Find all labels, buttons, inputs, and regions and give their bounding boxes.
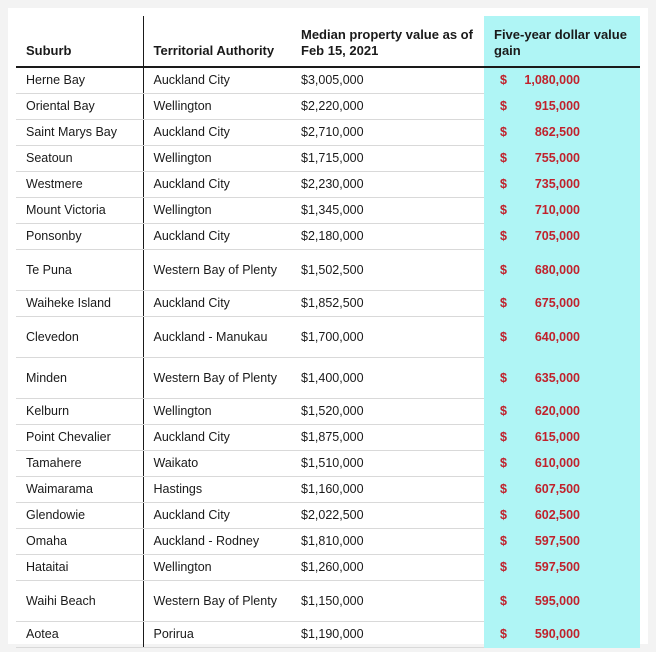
cell-suburb: Glendowie bbox=[16, 503, 143, 529]
cell-five-year-gain bbox=[484, 94, 640, 120]
gain-amount: 595,000 bbox=[534, 593, 580, 608]
gain-value bbox=[494, 203, 580, 218]
cell-suburb: Aotea bbox=[16, 622, 143, 648]
gain-value bbox=[494, 73, 580, 88]
gain-value bbox=[494, 330, 580, 345]
table-row bbox=[16, 120, 640, 146]
cell-five-year-gain bbox=[484, 555, 640, 581]
header-median-value[interactable]: Median property value as of Feb 15, 2021 bbox=[291, 16, 484, 67]
gain-amount: 597,500 bbox=[534, 560, 580, 574]
cell-median-value: $1,160,000 bbox=[291, 477, 484, 503]
cell-five-year-gain bbox=[484, 291, 640, 317]
cell-five-year-gain bbox=[484, 172, 640, 198]
gain-amount: 735,000 bbox=[534, 177, 580, 191]
table-row bbox=[16, 224, 640, 250]
table-row bbox=[16, 581, 640, 622]
gain-value bbox=[494, 229, 580, 244]
cell-territorial-authority: Wellington bbox=[143, 94, 291, 120]
currency-symbol: $ bbox=[500, 508, 507, 522]
table-row bbox=[16, 529, 640, 555]
table-row bbox=[16, 146, 640, 172]
header-suburb[interactable]: Suburb bbox=[16, 16, 143, 67]
cell-suburb: Tamahere bbox=[16, 451, 143, 477]
cell-suburb: Herne Bay bbox=[16, 67, 143, 94]
gain-amount: 705,000 bbox=[534, 229, 580, 243]
cell-median-value: $1,715,000 bbox=[291, 146, 484, 172]
cell-median-value: $1,260,000 bbox=[291, 555, 484, 581]
cell-median-value: $1,700,000 bbox=[291, 317, 484, 358]
currency-symbol: $ bbox=[500, 151, 507, 165]
gain-amount: 615,000 bbox=[534, 430, 580, 444]
cell-median-value: $1,810,000 bbox=[291, 529, 484, 555]
cell-median-value: $3,005,000 bbox=[291, 67, 484, 94]
cell-territorial-authority: Auckland City bbox=[143, 224, 291, 250]
currency-symbol: $ bbox=[500, 329, 507, 344]
cell-five-year-gain bbox=[484, 503, 640, 529]
cell-territorial-authority: Waikato bbox=[143, 451, 291, 477]
cell-territorial-authority: Wellington bbox=[143, 146, 291, 172]
cell-suburb: Oriental Bay bbox=[16, 94, 143, 120]
table-row bbox=[16, 250, 640, 291]
cell-suburb: Seatoun bbox=[16, 146, 143, 172]
table-row bbox=[16, 94, 640, 120]
cell-median-value: $2,230,000 bbox=[291, 172, 484, 198]
currency-symbol: $ bbox=[500, 482, 507, 496]
gain-value bbox=[494, 482, 580, 497]
cell-median-value: $1,150,000 bbox=[291, 581, 484, 622]
currency-symbol: $ bbox=[500, 203, 507, 217]
gain-value bbox=[494, 371, 580, 386]
cell-territorial-authority: Western Bay of Plenty bbox=[143, 250, 291, 291]
cell-territorial-authority: Western Bay of Plenty bbox=[143, 358, 291, 399]
cell-suburb: Te Puna bbox=[16, 250, 143, 291]
header-territorial-authority[interactable]: Territorial Authority bbox=[143, 16, 291, 67]
cell-territorial-authority: Auckland City bbox=[143, 503, 291, 529]
table-row bbox=[16, 358, 640, 399]
cell-suburb: Mount Victoria bbox=[16, 198, 143, 224]
cell-five-year-gain bbox=[484, 399, 640, 425]
property-value-table bbox=[16, 16, 640, 648]
gain-amount: 680,000 bbox=[534, 262, 580, 277]
gain-amount: 755,000 bbox=[534, 151, 580, 165]
cell-suburb: Waihi Beach bbox=[16, 581, 143, 622]
cell-territorial-authority: Hastings bbox=[143, 477, 291, 503]
gain-amount: 640,000 bbox=[534, 329, 580, 344]
cell-five-year-gain bbox=[484, 67, 640, 94]
table-row bbox=[16, 622, 640, 648]
gain-value bbox=[494, 296, 580, 311]
gain-amount: 607,500 bbox=[534, 482, 580, 496]
cell-territorial-authority: Auckland City bbox=[143, 67, 291, 94]
currency-symbol: $ bbox=[500, 262, 507, 277]
table-row bbox=[16, 477, 640, 503]
cell-suburb: Westmere bbox=[16, 172, 143, 198]
table-row bbox=[16, 399, 640, 425]
gain-value bbox=[494, 594, 580, 609]
cell-five-year-gain bbox=[484, 250, 640, 291]
cell-five-year-gain bbox=[484, 425, 640, 451]
currency-symbol: $ bbox=[500, 296, 507, 310]
cell-suburb: Point Chevalier bbox=[16, 425, 143, 451]
table-row bbox=[16, 451, 640, 477]
table-row bbox=[16, 198, 640, 224]
cell-median-value: $1,510,000 bbox=[291, 451, 484, 477]
gain-value bbox=[494, 508, 580, 523]
gain-amount: 710,000 bbox=[534, 203, 580, 217]
cell-median-value: $1,520,000 bbox=[291, 399, 484, 425]
cell-five-year-gain bbox=[484, 581, 640, 622]
cell-suburb: Kelburn bbox=[16, 399, 143, 425]
currency-symbol: $ bbox=[500, 456, 507, 470]
cell-territorial-authority: Wellington bbox=[143, 555, 291, 581]
table-row bbox=[16, 503, 640, 529]
cell-territorial-authority: Auckland City bbox=[143, 120, 291, 146]
gain-amount: 620,000 bbox=[534, 404, 580, 418]
cell-territorial-authority: Western Bay of Plenty bbox=[143, 581, 291, 622]
cell-territorial-authority: Auckland - Manukau bbox=[143, 317, 291, 358]
currency-symbol: $ bbox=[500, 430, 507, 444]
cell-median-value: $1,345,000 bbox=[291, 198, 484, 224]
gain-value bbox=[494, 430, 580, 445]
cell-median-value: $1,852,500 bbox=[291, 291, 484, 317]
gain-value bbox=[494, 99, 580, 114]
currency-symbol: $ bbox=[500, 125, 507, 139]
gain-value bbox=[494, 560, 580, 575]
table-row bbox=[16, 317, 640, 358]
currency-symbol: $ bbox=[500, 73, 507, 87]
gain-value bbox=[494, 456, 580, 471]
cell-suburb: Waiheke Island bbox=[16, 291, 143, 317]
currency-symbol: $ bbox=[500, 229, 507, 243]
cell-five-year-gain bbox=[484, 622, 640, 648]
cell-median-value: $1,502,500 bbox=[291, 250, 484, 291]
cell-five-year-gain bbox=[484, 120, 640, 146]
currency-symbol: $ bbox=[500, 99, 507, 113]
gain-amount: 915,000 bbox=[534, 99, 580, 113]
header-row bbox=[16, 16, 640, 67]
cell-five-year-gain bbox=[484, 224, 640, 250]
table-row bbox=[16, 172, 640, 198]
gain-amount: 675,000 bbox=[534, 296, 580, 310]
gain-value bbox=[494, 151, 580, 166]
currency-symbol: $ bbox=[500, 177, 507, 191]
gain-amount: 1,080,000 bbox=[524, 73, 580, 87]
table-row bbox=[16, 291, 640, 317]
gain-value bbox=[494, 125, 580, 140]
cell-territorial-authority: Porirua bbox=[143, 622, 291, 648]
currency-symbol: $ bbox=[500, 593, 507, 608]
currency-symbol: $ bbox=[500, 560, 507, 574]
gain-value bbox=[494, 534, 580, 549]
cell-median-value: $2,022,500 bbox=[291, 503, 484, 529]
cell-five-year-gain bbox=[484, 358, 640, 399]
cell-median-value: $2,180,000 bbox=[291, 224, 484, 250]
cell-territorial-authority: Auckland City bbox=[143, 172, 291, 198]
gain-value bbox=[494, 404, 580, 419]
cell-five-year-gain bbox=[484, 198, 640, 224]
cell-suburb: Clevedon bbox=[16, 317, 143, 358]
cell-five-year-gain bbox=[484, 477, 640, 503]
gain-amount: 597,500 bbox=[534, 534, 580, 548]
currency-symbol: $ bbox=[500, 370, 507, 385]
cell-five-year-gain bbox=[484, 451, 640, 477]
currency-symbol: $ bbox=[500, 404, 507, 418]
cell-suburb: Waimarama bbox=[16, 477, 143, 503]
header-five-year-gain[interactable]: Five-year dollar value gain bbox=[484, 16, 640, 67]
table-row bbox=[16, 425, 640, 451]
cell-median-value: $2,220,000 bbox=[291, 94, 484, 120]
currency-symbol: $ bbox=[500, 534, 507, 548]
cell-suburb: Minden bbox=[16, 358, 143, 399]
cell-territorial-authority: Auckland City bbox=[143, 291, 291, 317]
gain-amount: 602,500 bbox=[534, 508, 580, 522]
gain-amount: 635,000 bbox=[534, 370, 580, 385]
table-card bbox=[8, 8, 648, 644]
cell-suburb: Saint Marys Bay bbox=[16, 120, 143, 146]
cell-territorial-authority: Auckland - Rodney bbox=[143, 529, 291, 555]
cell-median-value: $2,710,000 bbox=[291, 120, 484, 146]
cell-median-value: $1,875,000 bbox=[291, 425, 484, 451]
cell-five-year-gain bbox=[484, 146, 640, 172]
gain-amount: 610,000 bbox=[534, 456, 580, 470]
cell-suburb: Omaha bbox=[16, 529, 143, 555]
cell-territorial-authority: Wellington bbox=[143, 399, 291, 425]
cell-five-year-gain bbox=[484, 529, 640, 555]
table-row bbox=[16, 67, 640, 94]
currency-symbol: $ bbox=[500, 627, 507, 641]
cell-suburb: Ponsonby bbox=[16, 224, 143, 250]
gain-amount: 590,000 bbox=[534, 627, 580, 641]
cell-territorial-authority: Auckland City bbox=[143, 425, 291, 451]
cell-median-value: $1,400,000 bbox=[291, 358, 484, 399]
gain-amount: 862,500 bbox=[534, 125, 580, 139]
cell-median-value: $1,190,000 bbox=[291, 622, 484, 648]
cell-suburb: Hataitai bbox=[16, 555, 143, 581]
gain-value bbox=[494, 177, 580, 192]
table-row bbox=[16, 555, 640, 581]
gain-value bbox=[494, 263, 580, 278]
cell-territorial-authority: Wellington bbox=[143, 198, 291, 224]
gain-value bbox=[494, 627, 580, 642]
cell-five-year-gain bbox=[484, 317, 640, 358]
